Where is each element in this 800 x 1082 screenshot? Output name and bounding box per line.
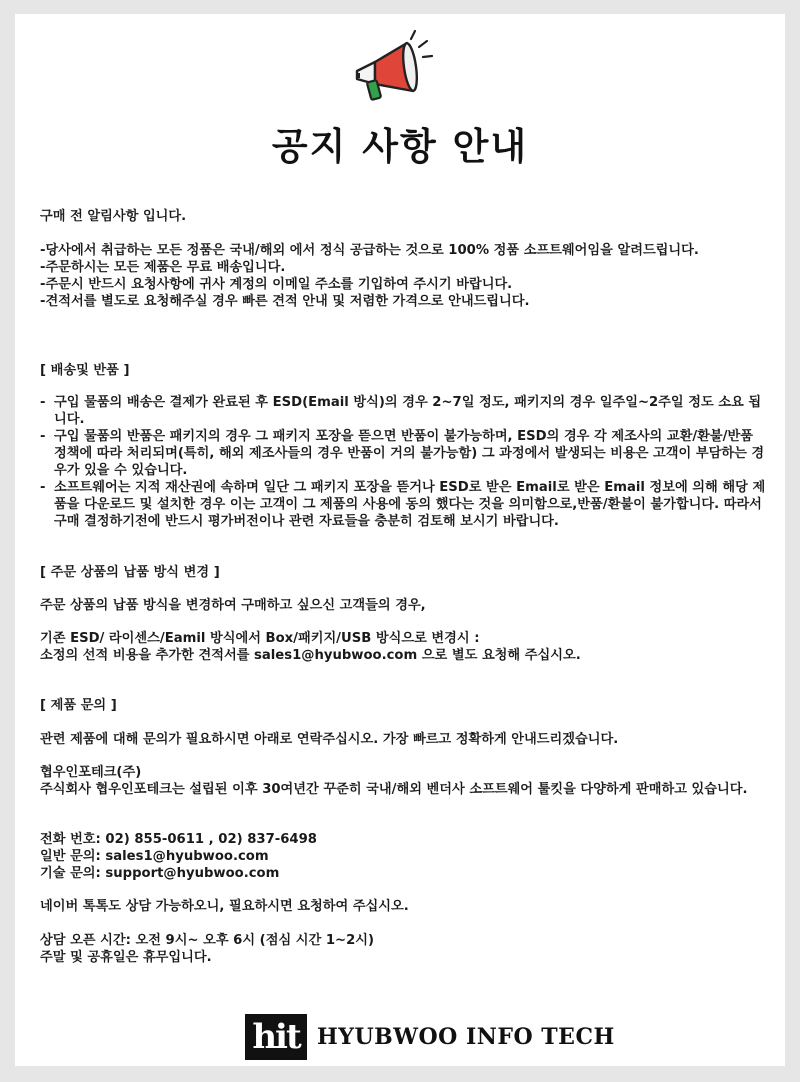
delivery-line: 기존 ESD/ 라이센스/Eamil 방식에서 Box/패키지/USB 방식으로 변경시 :	[40, 631, 480, 646]
shipping-item: - 구입 물품의 배송은 결제가 완료된 후 ESD(Email 방식)의 경우 2~7일 정도, 패키지의 경우 일주일~2주일 정도 소요 됩니다.	[40, 395, 762, 427]
logo-mark: hit	[245, 1014, 307, 1060]
logo-name: HYUBWOO INFO TECH	[317, 1024, 615, 1050]
megaphone-icon	[345, 29, 440, 109]
intro-heading: 구매 전 알림사항 입니다.	[40, 209, 187, 224]
inquiry-line: 관련 제품에 대해 문의가 필요하시면 아래로 연락주십시오. 가장 빠르고 정확하게 안내드리겠습니다.	[40, 732, 619, 747]
notice-page	[15, 14, 785, 1066]
naver-talk-line: 네이버 톡톡도 상담 가능하오니, 필요하시면 요청하여 주십시오.	[40, 899, 409, 914]
delivery-line: 주문 상품의 납품 방식을 변경하여 구매하고 싶으신 고객들의 경우,	[40, 598, 426, 613]
delivery-line: 소정의 선적 비용을 추가한 견적서를 sales1@hyubwoo.com 으로 별도 요청해 주십시오.	[40, 648, 581, 663]
intro-item: -견적서를 별도로 요청해주실 경우 빠른 견적 안내 및 저렴한 가격으로 안내드립니다.	[40, 294, 530, 309]
bullet-dash: -	[40, 429, 46, 444]
sales-email-line: 일반 문의: sales1@hyubwoo.com	[40, 849, 269, 864]
intro-item: -주문하시는 모든 제품은 무료 배송입니다.	[40, 260, 286, 275]
company-logo	[245, 1014, 615, 1060]
inquiry-heading: [ 제품 문의 ]	[40, 698, 117, 713]
company-description: 주식회사 협우인포테크는 설립된 이후 30여년간 꾸준히 국내/해외 벤더사 소프트웨어 툴킷을 다양하게 판매하고 있습니다.	[40, 782, 748, 797]
delivery-heading: [ 주문 상품의 납품 방식 변경 ]	[40, 565, 220, 580]
shipping-item: - 구입 물품의 반품은 패키지의 경우 그 패키지 포장을 뜯으면 반품이 불가능하며, ESD의 경우 각 제조사의 교환/환불/반품 정책에 따라 처리되며(특히, 해외 제조사들의 경우 반품이 거의 불가능함) 그 과정에서 발생되는 비용은 고객이 부담하는 경우가 있을 수 있습니다.	[40, 429, 765, 478]
intro-item: -당사에서 취급하는 모든 정품은 국내/해외 에서 정식 공급하는 것으로 100% 정품 소프트웨어임을 알려드립니다.	[40, 243, 699, 258]
bullet-dash: -	[40, 395, 46, 410]
shipping-item: - 소프트웨어는 지적 재산권에 속하며 일단 그 패키지 포장을 뜯거나 ESD로 받은 Email로 받은 Email 정보에 의해 해당 제품을 다운로드 및 설치한 경우 이는 고객이 그 제품의 사용에 동의 했다는 것을 의미함으로,반품/환불이 불가합니다. 따라서 구매 결정하기전에 반드시 평가버전이나 관련 자료들을 충분히 검토해 보시기 바랍니다.	[40, 480, 766, 529]
phone-line: 전화 번호: 02) 855-0611 , 02) 837-6498	[40, 832, 317, 847]
page-title: 공지 사항 안내	[271, 125, 529, 168]
hours-line: 상담 오픈 시간: 오전 9시~ 오후 6시 (점심 시간 1~2시)	[40, 933, 375, 948]
support-email-line: 기술 문의: support@hyubwoo.com	[40, 866, 280, 881]
bullet-dash: -	[40, 480, 46, 495]
shipping-heading: [ 배송및 반품 ]	[40, 363, 130, 378]
company-name: 협우인포테크(주)	[40, 765, 142, 780]
intro-item: -주문시 반드시 요청사항에 귀사 계정의 이메일 주소를 기입하여 주시기 바랍니다.	[40, 277, 513, 292]
weekend-line: 주말 및 공휴일은 휴무입니다.	[40, 950, 212, 965]
